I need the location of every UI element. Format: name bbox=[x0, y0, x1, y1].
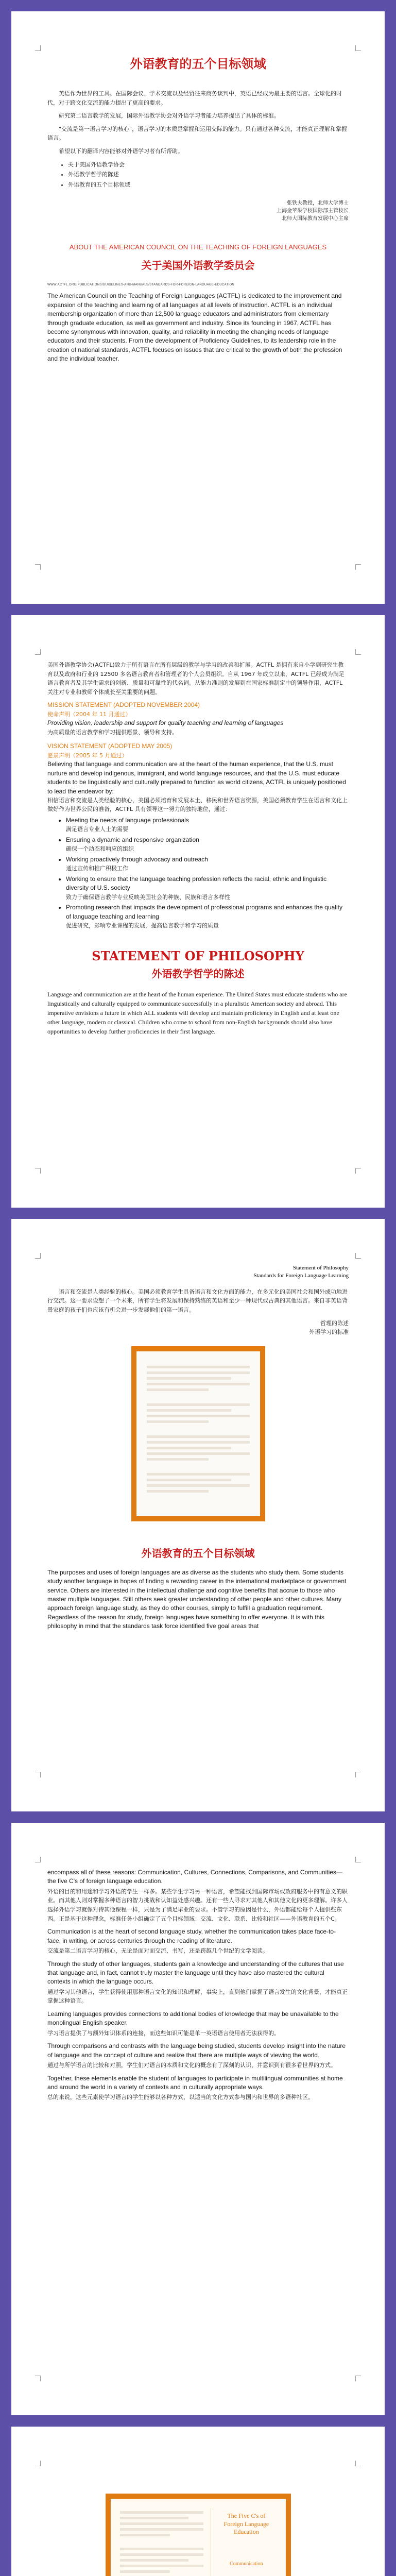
list-item: • 外语教学哲学的陈述 bbox=[68, 170, 349, 179]
vision-list bbox=[47, 816, 349, 931]
crop-mark bbox=[355, 1857, 361, 1862]
figure-text-line bbox=[120, 2528, 204, 2531]
figure-text-line bbox=[120, 2511, 204, 2514]
list-item: • Meeting the needs of language professionals 满足语言专业人士的需要 bbox=[66, 816, 349, 835]
philosophy-text: Language and communication are at the heart of the human experience. The United States must educate students who are linguistically and culturally equipped to communicate successfully in a pluralistic American society and abroad. This imperative envisions a future in which ALL students will develop and maintain proficiency in English and at least one other language, modern or classical. Children who come to school from non-English backgrounds should also have opportunities to develop further proficiencies in their first language. bbox=[47, 990, 347, 1035]
goal-text-en: Communication is at the heart of second language study, whether the communication takes place face-to-face, in writing, or across centuries through the reading of literature. bbox=[47, 1928, 336, 1944]
document-page-5 bbox=[11, 2427, 385, 2576]
figure-text-line bbox=[147, 1458, 209, 1461]
signature-line: 张铁夫教授，北师大学博士 bbox=[287, 200, 349, 207]
standard-label: Communication bbox=[230, 2561, 263, 2567]
goal-block bbox=[47, 1927, 349, 1955]
document-reference bbox=[47, 1264, 349, 1280]
mission-heading-cn: 使命声明（2004 年 11 月通过） bbox=[47, 710, 131, 718]
figure-text-line bbox=[147, 1388, 209, 1391]
signature-line: 上海金苹果学校国际部主管校长 bbox=[277, 208, 349, 214]
vision-heading: VISION STATEMENT (ADOPTED MAY 2005) bbox=[47, 742, 173, 750]
vision-heading-cn: 愿景声明（2005 年 5 月通过） bbox=[47, 752, 128, 759]
figure-text-line bbox=[147, 1479, 231, 1481]
document-page-1 bbox=[11, 11, 385, 604]
list-item: • Promoting research that impacts the development of professional programs and enhances the quality of language teaching and learning 促进研究，影响专业课程的发展，提高语言教学和学习的质量 bbox=[66, 903, 349, 930]
document-page-4 bbox=[11, 1823, 385, 2415]
goal-text-cn: 通过与所学语言的比较和对照，学生们对语言的本质和文化的概念有了深刻的认识，并意识到有很多看世界的方式。 bbox=[47, 2062, 336, 2069]
goals-title: 外语教育的五个目标领域 bbox=[141, 1547, 255, 1560]
goal-block bbox=[47, 2042, 349, 2070]
goal-block bbox=[47, 1960, 349, 2006]
council-heading-cn: 关于美国外语教学委员会 bbox=[141, 259, 255, 272]
signature-line: 外语学习的标准 bbox=[309, 1329, 349, 1336]
signature-line: 北师大国际教育发展中心主席 bbox=[282, 216, 349, 222]
crop-mark bbox=[355, 45, 361, 51]
mission-heading: MISSION STATEMENT (ADOPTED NOVEMBER 2004) bbox=[47, 701, 200, 709]
figure-text-line bbox=[147, 1377, 231, 1380]
crop-mark bbox=[35, 1772, 41, 1777]
document-page-3 bbox=[11, 1219, 385, 1811]
figure-text-line bbox=[147, 1383, 250, 1385]
council-heading-en: ABOUT THE AMERICAN COUNCIL ON THE TEACHING OF FOREIGN LANGUAGES bbox=[69, 243, 327, 251]
cn-signature bbox=[47, 1319, 349, 1337]
source-url: WWW.ACTFL.ORG/PUBLICATIONS/GUIDELINES-AND-MANUALS/STANDARDS-FOR-FOREIGN-LANGUAGE-EDUCATION bbox=[47, 283, 235, 287]
figure-text-line bbox=[120, 2553, 204, 2556]
figure-text-line bbox=[120, 2548, 204, 2550]
crop-mark bbox=[35, 1857, 41, 1862]
crop-mark bbox=[355, 1168, 361, 1174]
goal-block bbox=[47, 2074, 349, 2102]
figure-title: The Five C's of Foreign Language Education bbox=[223, 2512, 269, 2536]
signature-block bbox=[47, 199, 349, 223]
goal-text-en: Learning languages provides connections to additional bodies of knowledge that may be unavailable to the monolingual English speaker. bbox=[47, 2010, 339, 2027]
goal-text-en: Together, these elements enable the student of languages to participate in multilingual communities at home and around the world in a variety of contexts and in culturally appropriate ways. bbox=[47, 2074, 343, 2091]
goal-block bbox=[47, 2010, 349, 2038]
philosophy-title-en: STATEMENT OF PHILOSOPHY bbox=[92, 948, 304, 963]
intro-paragraph: 英语作为世界的工具。在国际会议、学术交流以及经贸往来商务谈判中，英语已经成为最主要的语言。全球化的时代，对于跨文化交流的能力提出了更高的要求。 bbox=[47, 90, 342, 106]
goal-text-cn: 交流是第二语言学习的核心，无论是面对面交流、书写，还是跨越几个世纪的文学阅读。 bbox=[47, 1947, 268, 1954]
quote-paragraph: "交流是第一语言学习的核心"，语言学习的本质是掌握和运用交际的能力。只有通过各种交流，才能真正理解和掌握语言。 bbox=[47, 125, 348, 142]
signature-line: 哲理的陈述 bbox=[320, 1319, 349, 1327]
crop-mark bbox=[355, 2461, 361, 2466]
figure-text-line bbox=[147, 1473, 250, 1476]
crop-mark bbox=[35, 45, 41, 51]
crop-mark bbox=[355, 2376, 361, 2381]
figure-text-line bbox=[147, 1415, 250, 1417]
figure-text-line bbox=[147, 1409, 231, 1412]
about-paragraph-cn: 美国外语教学协会(ACTFL)致力于所有语言在所有层级的教学与学习的改善和扩展。ACTFL 是拥有来自小学到研究生教育以及政府和行业的 12500 多名语言教育者和管理者的个人会员组织。自从 1967 年成立以来，ACTFL 已经成为满足语言教育者及其学生需求的创新、质量和可靠性的代名词。从能力准则的发展到在国家标准制定中的领导作用，ACTFL 关注对专业和教师个体成长至关重要的问题。 bbox=[47, 662, 345, 696]
figure-text-line bbox=[147, 1435, 250, 1438]
goal-text-en: Through comparisons and contrasts with the language being studied, students develop insight into the nature of language and the concept of culture and realize that there are multiple ways of viewing the world. bbox=[47, 2042, 346, 2059]
philosophy-title-cn: 外语教学哲学的陈述 bbox=[151, 967, 245, 980]
figure-text-line bbox=[147, 1447, 231, 1449]
lead-paragraph: 希望以下的翻译内容能够对外语学习者有所帮助。 bbox=[59, 147, 183, 155]
crop-mark bbox=[35, 564, 41, 570]
crop-mark bbox=[35, 2376, 41, 2381]
crop-mark bbox=[355, 1772, 361, 1777]
figure-text-line bbox=[147, 1452, 250, 1455]
goal-block bbox=[47, 1868, 349, 1923]
crop-mark bbox=[355, 564, 361, 570]
figure-text-line bbox=[147, 1484, 250, 1487]
figure-text-line bbox=[147, 1420, 209, 1423]
goal-text-en: Through the study of other languages, students gain a knowledge and understanding of the cultures that use that language and, in fact, cannot truly master the language until they have also mastered the cultural contexts in which the language occurs. bbox=[47, 1960, 344, 1986]
figure-text-column bbox=[120, 2508, 204, 2576]
figure-text-line bbox=[120, 2522, 204, 2525]
vision-text-en: Believing that language and communication are at the heart of the human experience, that the U.S. must nurture and develop indigenous, immigrant, and world language resources, and that the U.S. must educate students to be linguistically and culturally prepared to function as world citizens, ACTFL is uniquely positioned to lead the endeavor by: bbox=[47, 760, 346, 795]
figure-text-line bbox=[147, 1441, 250, 1444]
vision-text-cn: 相信语言和交流是人类经验的核心，美国必须培育和发展本土、移民和世界语言资源，美国必须教育学生在语言和文化上做好作为世界公民的准备，ACTFL 具有领导这一努力的独特地位，通过： bbox=[47, 796, 348, 813]
crop-mark bbox=[35, 2461, 41, 2466]
figure-text-line bbox=[120, 2570, 170, 2573]
list-item: • 外语教育的五个目标领域 bbox=[68, 180, 349, 190]
list-item: • Working proactively through advocacy and outreach 通过宣传和推广积极工作 bbox=[66, 855, 349, 874]
page-title: 外语教育的五个目标领域 bbox=[130, 56, 266, 71]
goal-text-en: encompass all of these reasons: Communication, Cultures, Connections, Comparisons, and Communities—the five C's of foreign language education. bbox=[47, 1869, 342, 1885]
intro-list bbox=[47, 160, 349, 190]
intro-paragraph: 研究第二语言教学的发展，国际外语教学协会对外语学习者能力培养提出了具体的标准。 bbox=[59, 112, 280, 120]
mission-text-en: Providing vision, leadership and support for quality teaching and learning of languages bbox=[47, 719, 284, 727]
figure-text-line bbox=[147, 1403, 250, 1406]
goals-paragraph-en: The purposes and uses of foreign languages are as diverse as the students who study them. Some students study another language in hopes of finding a rewarding career in the international marketplace or government service. Others are interested in the intellectual challenge and cognitive benefits that accrue to those who master multiple languages. Still others seek greater understanding of other people and other cultures. Many approach foreign language study, as they do other courses, simply to fulfill a graduation requirement. Regardless of the reason for study, foreign languages have something to offer everyone. It is with this philosophy in mind that the standards task force identified five goal areas that bbox=[47, 1568, 347, 1630]
reference-subtitle: Standards for Foreign Language Learning bbox=[253, 1273, 349, 1279]
goal-text-cn: 学习语言提供了与额外知识体系的连接，而这些知识可能是单一英语语言使用者无法获得的。 bbox=[47, 2029, 280, 2037]
goal-text-cn: 外语的目的和用途和学习外语的学生一样多。某些学生学习另一种语言，希望能找到国际市场或政府服务中的有意义的职业。而其他人则对掌握多种语言的智力挑战和认知益处感兴趣。还有一些人寻求对其他人和其他文化的更多理解。许多人选择外语学习就像对待其他课程一样，只是为了满足毕业的要求。不管学习的原因是什么，外语都能给每个人提供些东西。正是基于这种理念，标准任务小组确定了五个目标领域：交流、文化、联系、比较和社区——外语教育的五个C。 bbox=[47, 1888, 348, 1922]
reference-title: Statement of Philosophy bbox=[292, 1265, 349, 1271]
figure-text-line bbox=[120, 2534, 170, 2536]
figure-text-line bbox=[120, 2517, 188, 2519]
goal-text-cn: 总的来说，这些元素使学习语言的学生能够以各种方式，以适当的文化方式参与国内和世界的多语种社区。 bbox=[47, 2094, 314, 2101]
figure-text-line bbox=[147, 1490, 209, 1493]
crop-mark bbox=[355, 1253, 361, 1259]
figure-text-line bbox=[147, 1366, 250, 1368]
document-page-2 bbox=[11, 615, 385, 1208]
list-item: • Working to ensure that the language teaching profession reflects the racial, ethnic and linguistic diversity of U.S. society 致力于确保语言教学专业反映美国社会的种族、民族和语言多样性 bbox=[66, 875, 349, 902]
crop-mark bbox=[35, 1253, 41, 1259]
five-cs-figure bbox=[106, 2494, 291, 2576]
figure-text-line bbox=[120, 2565, 204, 2567]
crop-mark bbox=[35, 649, 41, 655]
about-paragraph-en: The American Council on the Teaching of Foreign Languages (ACTFL) is dedicated to the improvement and expansion of the teaching and learning of all languages at all levels of instruction. ACTFL is an individual membership organization of more than 12,500 language educators and administrators from elementary through graduate education, as well as government and industry. Since its founding in 1967, ACTFL has become synonymous with innovation, quality, and reliability in meeting the changing needs of language educators and their students. From the development of Proficiency Guidelines, to its leadership role in the creation of national standards, ACTFL focuses on issues that are critical to the growth of both the profession and the individual teacher. bbox=[47, 292, 342, 363]
philosophy-text-cn: 语言和交流是人类经验的核心。美国必须教育学生具备语言和文化方面的能力，在多元化的美国社会和国外成功地进行交流。这一要求设想了一个未来，所有学生将发展和保持熟练的英语和至少一种现代或古典的其他语言。来自非英语背景家庭的孩子们也应该有机会进一步发展他们的第一语言。 bbox=[47, 1288, 348, 1313]
mission-text-cn: 为高质量的语言教学和学习提供愿景、领导和支持。 bbox=[47, 728, 178, 736]
figure-text-line bbox=[120, 2559, 188, 2562]
crop-mark bbox=[35, 1168, 41, 1174]
list-item: • 关于美国外语教学协会 bbox=[68, 160, 349, 170]
crop-mark bbox=[355, 649, 361, 655]
list-item: • Ensuring a dynamic and responsive organization 确保一个动态和响应的组织 bbox=[66, 836, 349, 854]
philosophy-figure bbox=[131, 1346, 265, 1521]
goal-text-cn: 通过学习其他语言，学生获得使用那种语言文化的知识和理解，事实上，直到他们掌握了语言发生的文化背景，才能真正掌握这种语言。 bbox=[47, 1988, 348, 2005]
figure-label-column bbox=[211, 2508, 276, 2576]
figure-text-line bbox=[147, 1371, 250, 1374]
